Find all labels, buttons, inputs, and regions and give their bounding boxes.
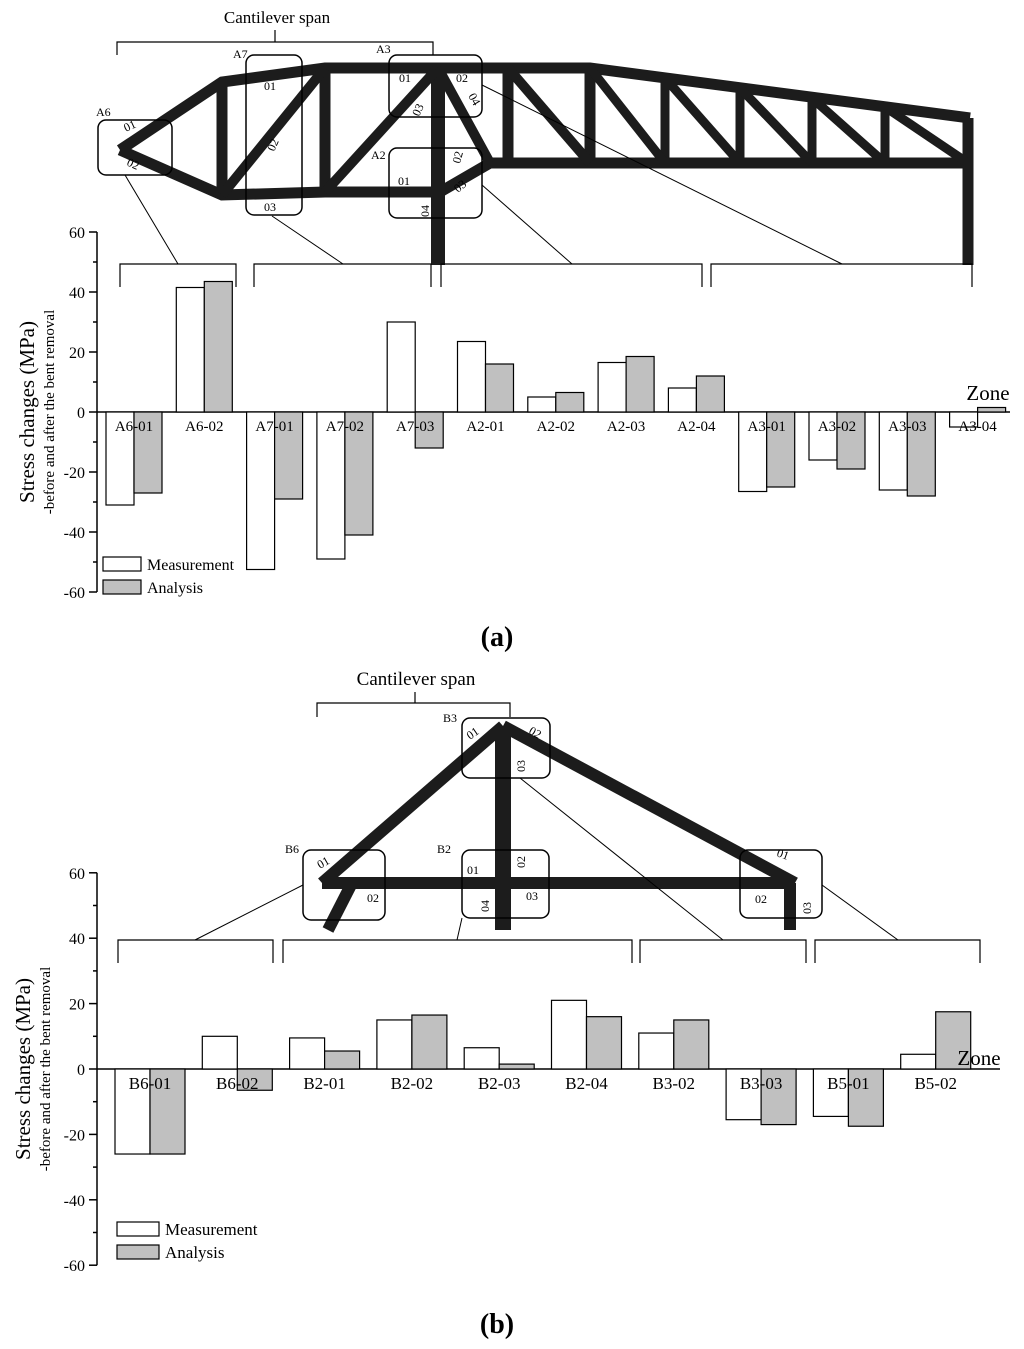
legend-label-measurement: Measurement: [147, 557, 235, 574]
gauge-point: 02: [755, 892, 767, 906]
analysis-bar-a2-02: [556, 393, 584, 413]
y-tick-label: -40: [63, 1192, 85, 1210]
chart-a: [15, 225, 1010, 602]
category-label-a3-04: A3-04: [958, 419, 997, 435]
gauge-point: 02: [456, 71, 468, 85]
category-label-a7-01: A7-01: [255, 419, 294, 435]
y-tick-label: 40: [69, 931, 85, 949]
analysis-bar-b2-02: [412, 1015, 447, 1069]
analysis-bar-b3-02: [674, 1020, 709, 1069]
category-label-a3-02: A3-02: [817, 419, 857, 435]
leader-line-a7: [272, 216, 343, 264]
cantilever-span-label-a: Cantilever span: [223, 8, 331, 27]
zone-brace-b2: [283, 940, 632, 963]
legend-label-analysis: Analysis: [147, 580, 203, 597]
y-tick-label: 0: [77, 1062, 85, 1079]
category-label-a6-01: A6-01: [114, 419, 154, 435]
leader-line-b3: [520, 778, 723, 940]
measurement-bar-a6-02: [176, 288, 204, 413]
analysis-bar-a2-01: [486, 364, 514, 412]
category-label-b2-01: B2-01: [303, 1074, 346, 1093]
zone-brace-b5: [815, 940, 980, 963]
leader-line-a6: [125, 175, 178, 264]
category-label-a2-02: A2-02: [536, 419, 575, 435]
legend-swatch-measurement: [117, 1222, 159, 1236]
leader-line-b6: [195, 885, 303, 940]
analysis-bar-b2-01: [325, 1051, 360, 1069]
gauge-point: 03: [514, 760, 528, 772]
measurement-bar-b2-01: [290, 1038, 325, 1069]
y-tick-label: 20: [69, 345, 85, 362]
category-label-b2-02: B2-02: [390, 1074, 434, 1093]
category-label-b3-03: B3-03: [739, 1074, 783, 1093]
gauge-point: 02: [526, 723, 544, 742]
gauge-point: 02: [449, 149, 467, 165]
gauge-point: 01: [121, 116, 139, 135]
analysis-bar-b2-03: [499, 1064, 534, 1069]
rafter-right: [503, 726, 795, 883]
rafter-left: [322, 726, 503, 883]
gauge-point: 01: [398, 174, 410, 188]
gauge-label-a3: A3: [376, 42, 391, 56]
gauge-point: 01: [463, 724, 482, 743]
measurement-bar-a2-03: [598, 363, 626, 413]
gauge-point: 01: [399, 71, 411, 85]
gauge-point: 03: [526, 889, 538, 903]
measurement-bar-a2-04: [668, 388, 696, 412]
gauge-label-a6: A6: [96, 105, 111, 119]
category-label-a3-01: A3-01: [747, 419, 786, 435]
category-label-a2-04: A2-04: [677, 419, 716, 435]
measurement-bar-b5-02: [901, 1054, 936, 1069]
y-tick-label: -20: [63, 1127, 85, 1145]
gauge-point: 02: [367, 891, 379, 905]
panel-label-b: (b): [479, 1309, 515, 1340]
zone-brace-a7: [254, 264, 431, 287]
category-label-a3-03: A3-03: [888, 419, 927, 435]
zone-brace-a2: [441, 264, 702, 287]
measurement-bar-b6-02: [202, 1036, 237, 1069]
y-tick-label: -60: [63, 1258, 85, 1276]
measurement-bar-a7-01: [247, 412, 275, 570]
leader-line-a2: [482, 185, 572, 264]
legend-label-analysis: Analysis: [165, 1243, 225, 1262]
x-axis-title: Zone: [957, 1046, 1001, 1070]
y-axis-subtitle: -before and after the bent removal: [38, 966, 54, 1172]
category-label-b3-02: B3-02: [652, 1074, 696, 1093]
y-tick-label: 20: [69, 996, 85, 1014]
y-axis-title: Stress changes (MPa): [11, 978, 35, 1160]
y-tick-label: 60: [69, 865, 85, 883]
gauge-point: 03: [264, 200, 276, 214]
cantilever-span-label-b: Cantilever span: [356, 669, 476, 690]
analysis-bar-a2-04: [696, 376, 724, 412]
category-label-a7-03: A7-03: [396, 419, 435, 435]
legend-swatch-analysis: [117, 1245, 159, 1259]
leader-line-b5: [822, 885, 898, 940]
category-label-b6-01: B6-01: [128, 1074, 172, 1093]
category-label-a6-02: A6-02: [185, 419, 224, 435]
y-axis-subtitle: -before and after the bent removal: [42, 309, 58, 515]
gauge-point: 03: [800, 902, 814, 914]
gauge-point: 01: [314, 853, 332, 872]
diagonal-member: [590, 68, 665, 163]
gauge-label-b6: B6: [285, 842, 300, 856]
gauge-point: 03: [409, 101, 427, 119]
category-label-a7-02: A7-02: [325, 419, 365, 435]
gauge-point: 01: [774, 845, 792, 863]
zone-brace-b6: [118, 940, 273, 963]
legend-swatch-measurement: [103, 557, 141, 571]
gauge-point: 04: [478, 900, 492, 912]
x-axis-title: Zone: [966, 381, 1010, 405]
gauge-point: 02: [124, 155, 142, 173]
category-label-a2-01: A2-01: [466, 419, 505, 435]
analysis-bar-a6-02: [204, 282, 232, 413]
category-label-b2-03: B2-03: [477, 1074, 521, 1093]
analysis-bar-a3-04: [978, 408, 1006, 413]
gauge-label-a7: A7: [233, 47, 248, 61]
y-tick-label: -20: [63, 465, 85, 482]
category-label-b5-01: B5-01: [827, 1074, 870, 1093]
gauge-point: 01: [264, 79, 276, 93]
y-tick-label: 60: [69, 225, 85, 242]
measurement-bar-a2-02: [528, 397, 556, 412]
measurement-bar-b3-02: [639, 1033, 674, 1069]
category-label-b5-02: B5-02: [914, 1074, 957, 1093]
gauge-point: 04: [418, 205, 432, 217]
left-strut: [328, 883, 352, 930]
measurement-bar-b2-02: [377, 1020, 412, 1069]
cantilever-span-brace-b: [317, 692, 510, 717]
category-label-b2-04: B2-04: [565, 1074, 608, 1093]
truss-diagram-b: [118, 669, 980, 963]
legend-label-measurement: Measurement: [165, 1220, 258, 1239]
analysis-bar-b2-04: [587, 1017, 622, 1069]
y-axis-title: Stress changes (MPa): [15, 321, 39, 503]
gauge-point: 02: [514, 856, 528, 868]
gauge-point: 03: [450, 176, 470, 196]
measurement-bar-a7-03: [387, 322, 415, 412]
gauge-label-b3: B3: [443, 711, 458, 725]
category-label-b6-02: B6-02: [216, 1074, 259, 1093]
zone-brace-a3: [711, 264, 972, 287]
y-tick-label: 0: [77, 405, 85, 422]
gauge-point: 02: [264, 136, 282, 154]
measurement-bar-b2-04: [552, 1000, 587, 1069]
diagonal-member: [325, 68, 438, 192]
panel-label-a: (a): [480, 622, 514, 653]
truss-diagram-a: [96, 8, 972, 287]
y-tick-label: -40: [63, 525, 85, 542]
legend-swatch-analysis: [103, 580, 141, 594]
category-label-a2-03: A2-03: [606, 419, 646, 435]
leader-line-b2: [457, 918, 462, 940]
measurement-bar-b2-03: [464, 1048, 499, 1069]
gauge-point: 01: [467, 863, 479, 877]
gauge-point: 04: [465, 90, 484, 108]
y-tick-label: -60: [63, 585, 85, 602]
y-tick-label: 40: [69, 285, 85, 302]
gauge-label-b2: B2: [437, 842, 452, 856]
analysis-bar-a2-03: [626, 357, 654, 413]
measurement-bar-a2-01: [458, 342, 486, 413]
gauge-label-a2: A2: [371, 148, 386, 162]
zone-brace-b3: [640, 940, 806, 963]
diagonal-member: [508, 68, 590, 163]
